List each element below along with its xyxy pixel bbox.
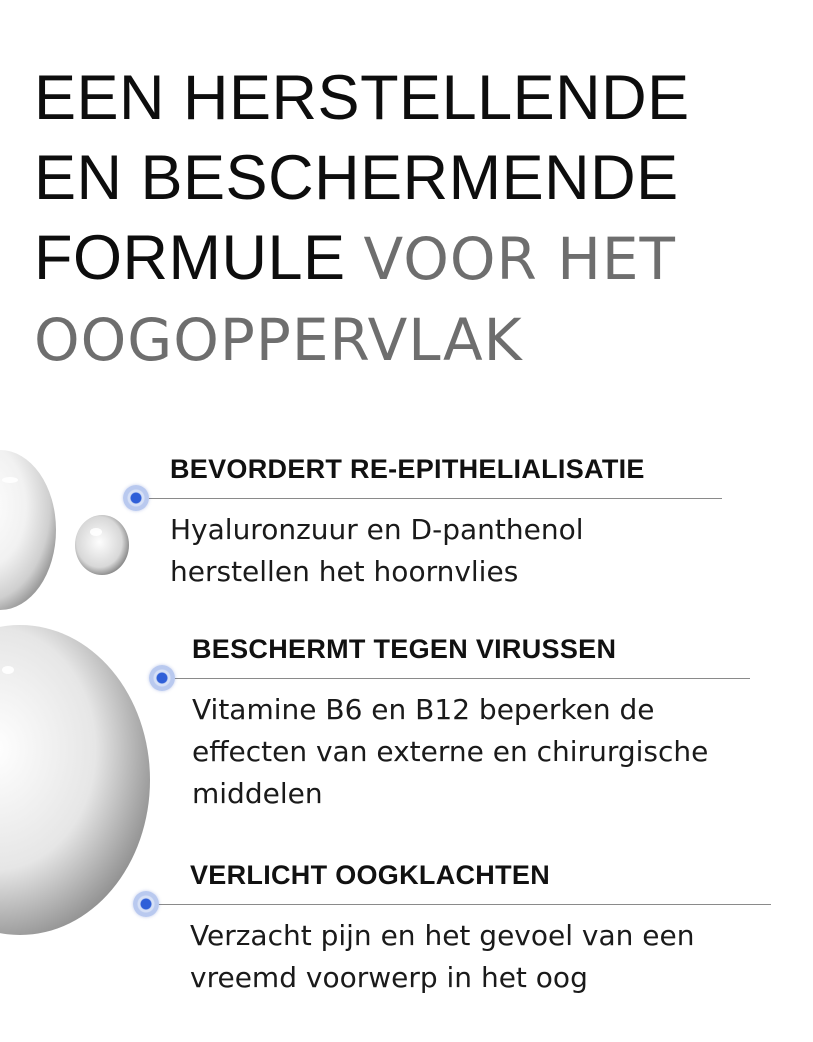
feature-re-epithelialisatie	[170, 452, 722, 593]
headline-bold: EEN HERSTELLENDE EN BESCHERMENDE FORMULE	[34, 63, 690, 293]
headline-light: VOOR HET OOGOPPERVLAK	[34, 225, 676, 374]
large-droplet	[0, 450, 56, 610]
feature-virussen	[192, 632, 750, 815]
feature-divider	[146, 904, 771, 905]
bullet-dot-icon	[133, 891, 159, 917]
bullet-dot-icon	[123, 485, 149, 511]
huge-droplet	[0, 625, 150, 935]
feature-title: BEVORDERT RE-EPITHELIALISATIE	[170, 454, 645, 484]
page-headline	[34, 58, 794, 380]
feature-divider	[136, 498, 722, 499]
feature-description: Verzacht pijn en het gevoel van een vreemd voorwerp in het oog	[190, 919, 695, 994]
feature-description: Vitamine B6 en B12 beperken de effecten van externe en chirurgische middelen	[192, 693, 709, 810]
small-droplet	[75, 515, 129, 575]
feature-title: BESCHERMT TEGEN VIRUSSEN	[192, 634, 617, 664]
feature-divider	[162, 678, 750, 679]
bullet-dot-icon	[149, 665, 175, 691]
feature-oogklachten	[190, 858, 770, 999]
feature-description: Hyaluronzuur en D-panthenol herstellen het hoornvlies	[170, 513, 584, 588]
feature-title: VERLICHT OOGKLACHTEN	[190, 860, 550, 890]
